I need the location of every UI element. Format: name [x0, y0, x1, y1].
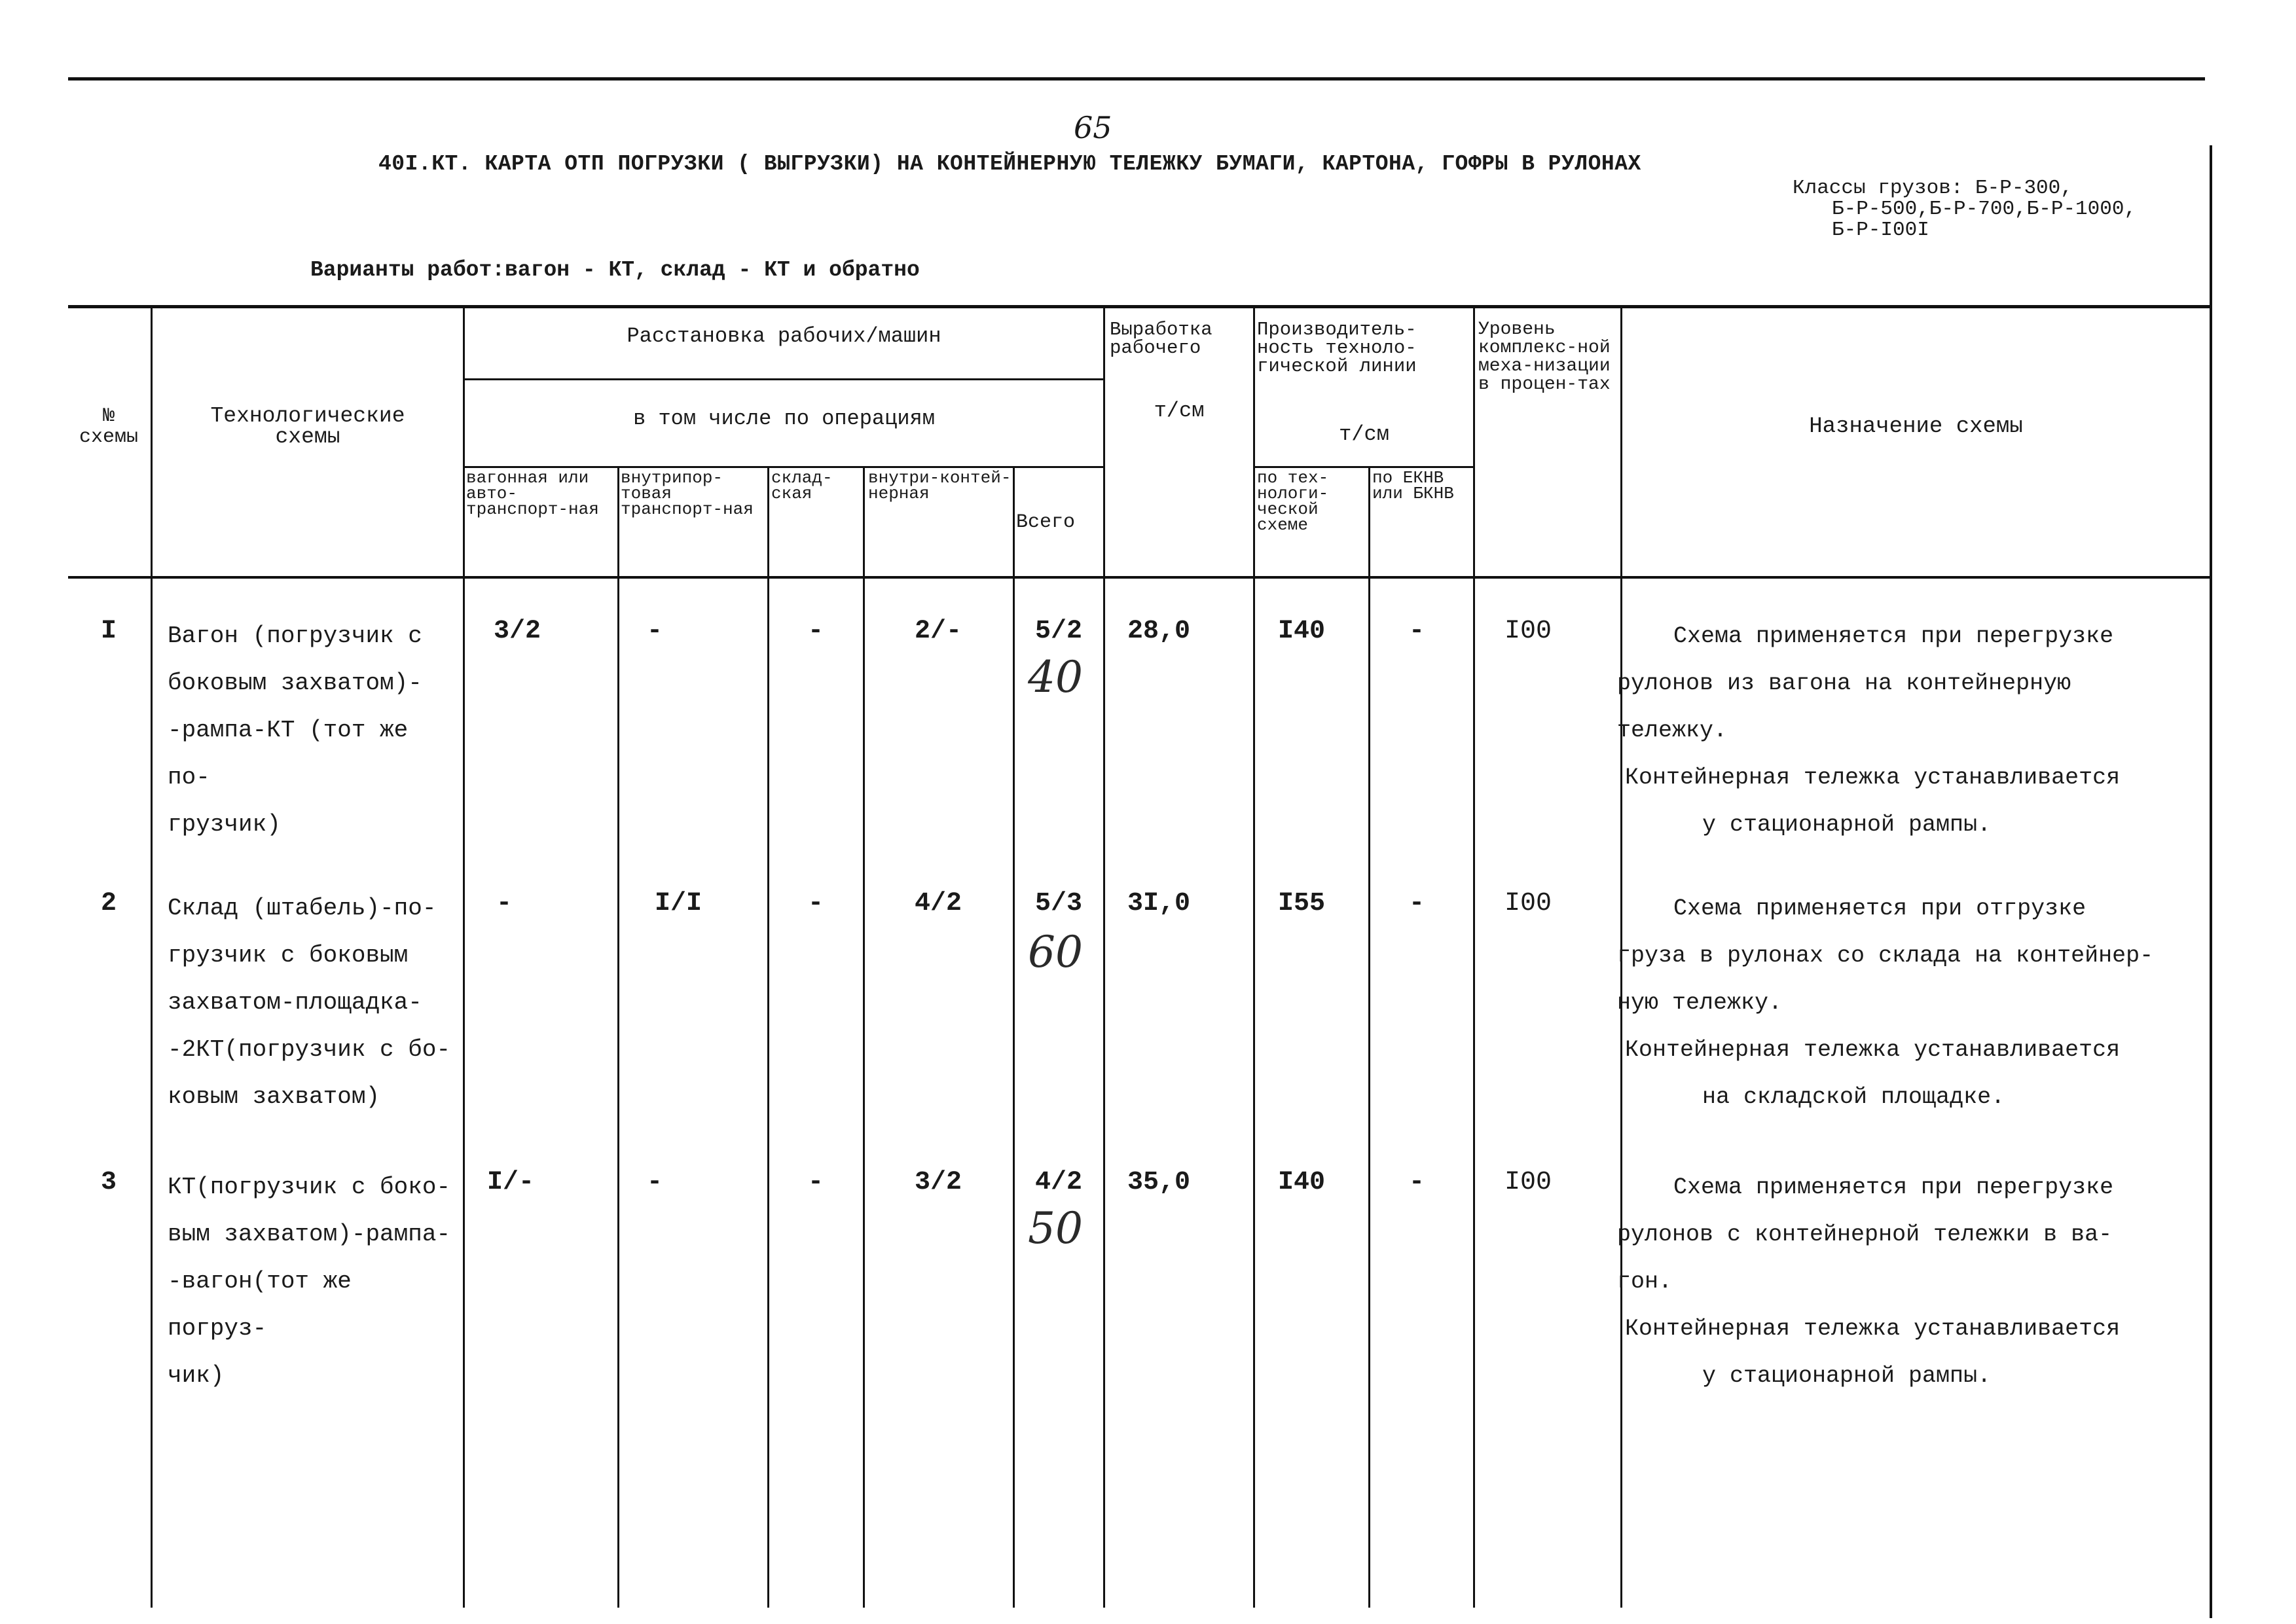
scheme-line: КТ(погрузчик с боко- [168, 1174, 451, 1200]
header-bottom-line [68, 576, 2212, 579]
header-op-internal-port: внутрипор-товая транспорт-ная [621, 468, 754, 519]
purpose-line: тележку. [1617, 717, 1728, 744]
row-total: 5/2 [1034, 617, 1082, 646]
scheme-line: боковым захватом)- [168, 670, 422, 696]
handwritten-note: 40 [1028, 652, 1083, 702]
cargo-classes-line3: Б-Р-I00I [1832, 219, 1929, 242]
scheme-line: вым захватом)-рампа- [168, 1221, 451, 1248]
row-wagon: I/- [486, 1168, 534, 1197]
document-title: 40I.КТ. КАРТА ОТП ПОГРУЗКИ ( ВЫГРУЗКИ) НА КОНТЕЙНЕРНУЮ ТЕЛЕЖКУ БУМАГИ, КАРТОНА, ГОФРЫ В РУЛОНАХ [378, 152, 1641, 176]
row-purpose [1617, 1164, 2193, 1399]
row-mechanization: I00 [1504, 1168, 1552, 1197]
purpose-line: Схема применяется при отгрузке [1673, 895, 2086, 922]
row-purpose [1617, 885, 2193, 1121]
header-tech-schemes: Технологические схемы [210, 404, 405, 449]
scheme-line: грузчик с боковым [168, 942, 409, 969]
row-output: 35,0 [1127, 1168, 1190, 1197]
col-line-2 [463, 305, 465, 1608]
header-placement: Расстановка рабочих/машин [627, 324, 941, 348]
scheme-line: Вагон (погрузчик с [168, 623, 422, 649]
row-output: 3I,0 [1127, 889, 1190, 918]
scheme-line: Склад (штабель)-по- [168, 895, 437, 922]
row-intra-container: 4/2 [914, 889, 962, 918]
col-line-6 [1013, 466, 1015, 1608]
col-line-1 [151, 305, 153, 1608]
row-total: 4/2 [1034, 1168, 1082, 1197]
purpose-line: у стационарной рампы. [1702, 812, 1992, 838]
header-prod-by-norm: по ЕКНВ или БКНВ [1372, 468, 1454, 503]
row-intra-container: 2/- [914, 617, 962, 646]
row-warehouse: - [807, 889, 824, 918]
row-wagon: - [496, 889, 512, 918]
scheme-line: чик) [168, 1362, 225, 1389]
row-mechanization: I00 [1504, 889, 1552, 918]
row-prod-scheme: I55 [1277, 889, 1325, 918]
header-op-total: Всего [1016, 511, 1076, 533]
purpose-line: на складской площадке. [1702, 1084, 2005, 1110]
row-internal-port: I/I [654, 889, 702, 918]
work-variants: Варианты работ:вагон - КТ, склад - КТ и обратно [310, 258, 920, 282]
scheme-line: захватом-площадка- [168, 989, 422, 1016]
header-productivity-unit: т/см [1339, 422, 1389, 446]
row-warehouse: - [807, 1168, 824, 1197]
row-prod-scheme: I40 [1277, 1168, 1325, 1197]
top-rule [68, 77, 2205, 81]
col-line-10 [1473, 305, 1475, 1608]
row-scheme [168, 885, 462, 1121]
row-wagon: 3/2 [493, 617, 541, 646]
page-number: 65 [1074, 110, 1112, 145]
header-output: Выработка рабочего [1110, 319, 1212, 359]
row-internal-port: - [646, 1168, 663, 1197]
row-prod-norm: - [1408, 617, 1425, 646]
row-internal-port: - [646, 617, 663, 646]
purpose-line: рулонов из вагона на контейнерную [1617, 670, 2071, 696]
header-including-ops: в том числе по операциям [633, 406, 935, 431]
header-productivity: Производитель-ность техноло-гической линии [1257, 319, 1417, 377]
row-intra-container: 3/2 [914, 1168, 962, 1197]
purpose-line: груза в рулонах со склада на контейнер- [1617, 943, 2154, 969]
row-no: I [100, 617, 117, 646]
purpose-line: рулонов с контейнерной тележки в ва- [1617, 1221, 2113, 1248]
row-scheme [168, 613, 462, 848]
cargo-classes-line1: Классы грузов: Б-Р-300, [1793, 177, 2073, 200]
header-op-warehouse: склад-ская [771, 468, 833, 503]
handwritten-note: 50 [1028, 1203, 1083, 1254]
header-subline-1 [463, 378, 1103, 380]
header-output-unit: т/см [1154, 399, 1205, 423]
row-scheme [168, 1164, 462, 1399]
col-line-8 [1253, 305, 1255, 1608]
page-right-border [2210, 145, 2212, 1618]
cargo-classes-line2: Б-Р-500,Б-Р-700,Б-Р-1000, [1832, 198, 2137, 221]
row-mechanization: I00 [1504, 617, 1552, 646]
col-line-9 [1368, 466, 1370, 1608]
scheme-line: грузчик) [168, 811, 281, 838]
row-no: 3 [100, 1168, 117, 1197]
row-prod-scheme: I40 [1277, 617, 1325, 646]
row-total: 5/3 [1034, 889, 1082, 918]
scheme-line: ковым захватом) [168, 1083, 380, 1110]
row-prod-norm: - [1408, 889, 1425, 918]
row-purpose [1617, 613, 2193, 848]
scheme-line: -рампа-КТ (тот же по- [168, 717, 409, 791]
header-op-intra-container: внутри-контей-нерная [868, 468, 1011, 503]
purpose-line: Контейнерная тележка устанавливается [1625, 765, 2121, 791]
header-mechanization: Уровень комплекс-ной меха-низации в процен-тах [1478, 319, 1611, 395]
purpose-line: Схема применяется при перегрузке [1673, 623, 2114, 649]
scheme-line: -2КТ(погрузчик с бо- [168, 1036, 451, 1063]
header-op-wagon: вагонная или авто-транспорт-ная [466, 468, 599, 519]
row-prod-norm: - [1408, 1168, 1425, 1197]
handwritten-note: 60 [1028, 927, 1083, 977]
header-prod-by-scheme: по тех-нологи-ческой схеме [1257, 468, 1329, 535]
cargo-classes [1793, 178, 2136, 241]
col-line-4 [767, 466, 769, 1608]
purpose-line: ную тележку. [1617, 990, 1783, 1016]
header-scheme-no: № схемы [79, 405, 138, 448]
purpose-line: Схема применяется при перегрузке [1673, 1174, 2114, 1200]
scheme-line: -вагон(тот же погруз- [168, 1268, 352, 1342]
purpose-line: Контейнерная тележка устанавливается [1625, 1316, 2121, 1342]
row-output: 28,0 [1127, 617, 1190, 646]
purpose-line: Контейнерная тележка устанавливается [1625, 1037, 2121, 1063]
purpose-line: у стационарной рампы. [1702, 1363, 1992, 1389]
row-warehouse: - [807, 617, 824, 646]
table-top-line [68, 305, 2212, 308]
row-no: 2 [100, 889, 117, 918]
col-line-5 [863, 466, 865, 1608]
purpose-line: гон. [1617, 1269, 1673, 1295]
col-line-7 [1103, 305, 1105, 1608]
header-purpose: Назначение схемы [1809, 414, 2023, 439]
